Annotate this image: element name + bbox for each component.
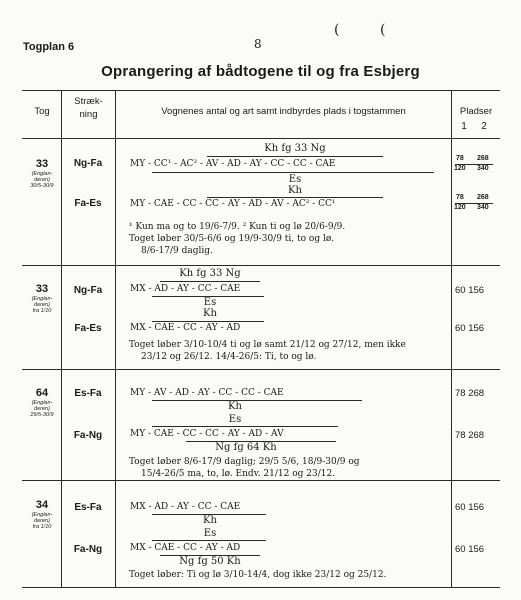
section-divider bbox=[22, 265, 500, 266]
consist-sequence: MX - AD - AY - CC - CAE bbox=[130, 502, 241, 512]
loco-label: Ng fg 50 Kh bbox=[179, 556, 241, 567]
seats-value: 78 268 bbox=[455, 388, 485, 399]
service-note: Toget løber 3/10-10/4 ti og lø samt 21/12 og 27/12, men ikke bbox=[129, 340, 406, 350]
page-number: 8 bbox=[254, 37, 262, 51]
consist-sequence: MX - AD - AY - CC - CAE bbox=[130, 284, 241, 294]
route-label: Es-Fa bbox=[74, 502, 102, 513]
train-period-note: 30/5-30/9 bbox=[30, 183, 54, 189]
consist-sequence: MY - CC¹ - AC² - AV - AD - AY - CC - CC - CAE bbox=[130, 159, 336, 169]
loco-label: Es bbox=[228, 414, 242, 425]
col-header-pladser: Pladser bbox=[459, 106, 493, 117]
loco-rule bbox=[207, 156, 383, 157]
train-period-note: (Englan- bbox=[31, 296, 53, 302]
seats-value: 60 156 bbox=[455, 323, 485, 334]
train-period-note: deren) bbox=[34, 177, 50, 183]
col-header-straekning: Stræk- bbox=[74, 96, 103, 107]
train-period-note: 29/5-30/9 bbox=[30, 412, 54, 418]
consist-sequence: MY - CAE - CC - CC - AY - AD - AV - AC² - CC¹ bbox=[130, 199, 336, 209]
loco-label: Kh bbox=[203, 515, 217, 526]
footnote: ¹ Kun ma og to 19/6-7/9. ² Kun ti og lø 20/6-9/9. bbox=[129, 222, 346, 232]
col-header-tog: Tog bbox=[34, 106, 50, 117]
service-note: 8/6-17/9 daglig. bbox=[141, 246, 213, 256]
loco-label: Kh fg 33 Ng bbox=[179, 268, 241, 279]
loco-rule bbox=[152, 540, 266, 541]
seats-value: 60 156 bbox=[455, 502, 485, 513]
header-bottom-rule bbox=[22, 138, 500, 139]
column-rule bbox=[451, 90, 452, 587]
service-note: Toget løber: Ti og lø 3/10-14/4, dog ikke 23/12 og 25/12. bbox=[129, 570, 387, 580]
seats-class-1: 120 bbox=[454, 165, 466, 172]
loco-label: Kh bbox=[203, 308, 217, 319]
consist-sequence: MY - AV - AD - AY - CC - CC - CAE bbox=[130, 388, 284, 398]
train-period-note: deren) bbox=[34, 302, 50, 308]
loco-rule bbox=[207, 197, 383, 198]
route-label: Fa-Es bbox=[74, 198, 102, 209]
seats-value: 78 268 bbox=[455, 430, 485, 441]
service-note: 23/12 og 26/12. 14/4-26/5: Ti, to og lø. bbox=[141, 352, 317, 362]
loco-label: Kh bbox=[228, 401, 242, 412]
consist-sequence: MX - CAE - CC - AY - AD bbox=[130, 543, 241, 553]
route-label: Ng-Fa bbox=[73, 285, 103, 296]
seats-class-2: 340 bbox=[477, 165, 489, 172]
service-note: Toget løber 8/6-17/9 daglig; 29/5 5/6, 18/9-30/9 og bbox=[129, 457, 360, 467]
loco-label: Kh fg 33 Ng bbox=[264, 143, 326, 154]
seats-value: 60 156 bbox=[455, 544, 485, 555]
loco-rule bbox=[152, 172, 434, 173]
seats-class-1: 78 bbox=[456, 155, 464, 162]
train-period-note: (Englan- bbox=[31, 400, 53, 406]
page-title: Oprangering af bådtogene til og fra Esbjerg bbox=[101, 63, 420, 80]
table-top-rule bbox=[22, 90, 500, 91]
section-divider bbox=[22, 480, 500, 481]
loco-label: Ng fg 64 Kh bbox=[215, 442, 277, 453]
train-period-note: fra 1/10 bbox=[32, 524, 52, 530]
loco-label: Kh bbox=[288, 185, 302, 196]
train-number: 33 bbox=[35, 158, 49, 170]
margin-mark: ( bbox=[380, 22, 386, 38]
train-number: 64 bbox=[35, 387, 49, 399]
seats-class-2: 340 bbox=[477, 204, 489, 211]
train-period-note: (Englan- bbox=[31, 512, 53, 518]
loco-rule bbox=[160, 281, 260, 282]
train-period-note: fra 1/10 bbox=[32, 308, 52, 314]
col-header-vogne: Vognenes antal og art samt indbyrdes plads i togstammen bbox=[161, 106, 406, 117]
service-note: Toget løber 30/5-6/6 og 19/9-30/9 ti, to og lø. bbox=[129, 234, 334, 244]
seats-class-2: 268 bbox=[477, 155, 489, 162]
consist-sequence: MX - CAE - CC - AY - AD bbox=[130, 323, 241, 333]
seats-class-1: 78 bbox=[456, 194, 464, 201]
loco-rule bbox=[152, 426, 338, 427]
train-period-note: (Englan- bbox=[31, 171, 53, 177]
train-number: 34 bbox=[35, 499, 49, 511]
route-label: Fa-Ng bbox=[73, 544, 103, 555]
route-label: Es-Fa bbox=[74, 388, 102, 399]
seats-class-1: 120 bbox=[454, 204, 466, 211]
section-divider bbox=[22, 369, 500, 370]
loco-label: Es bbox=[288, 174, 302, 185]
consist-sequence: MY - CAE - CC - CC - AY - AD - AV bbox=[130, 429, 284, 439]
route-label: Fa-Ng bbox=[73, 430, 103, 441]
loco-label: Es bbox=[203, 297, 217, 308]
seats-value: 60 156 bbox=[455, 285, 485, 296]
train-period-note: deren) bbox=[34, 518, 50, 524]
col-header-class-2: 2 bbox=[481, 121, 487, 132]
plan-label: Togplan 6 bbox=[23, 41, 75, 53]
train-period-note: deren) bbox=[34, 406, 50, 412]
loco-rule bbox=[152, 321, 264, 322]
train-number: 33 bbox=[35, 283, 49, 295]
loco-label: Es bbox=[203, 528, 217, 539]
route-label: Fa-Es bbox=[74, 323, 102, 334]
col-header-straekning: ning bbox=[79, 109, 98, 120]
service-note: 15/4-26/5 ma, to, lø. Endv. 21/12 og 23/12. bbox=[141, 469, 336, 479]
margin-mark: ( bbox=[334, 22, 340, 38]
route-label: Ng-Fa bbox=[73, 158, 103, 169]
table-bottom-rule bbox=[22, 587, 500, 588]
col-header-class-1: 1 bbox=[461, 121, 467, 132]
seats-class-2: 268 bbox=[477, 194, 489, 201]
